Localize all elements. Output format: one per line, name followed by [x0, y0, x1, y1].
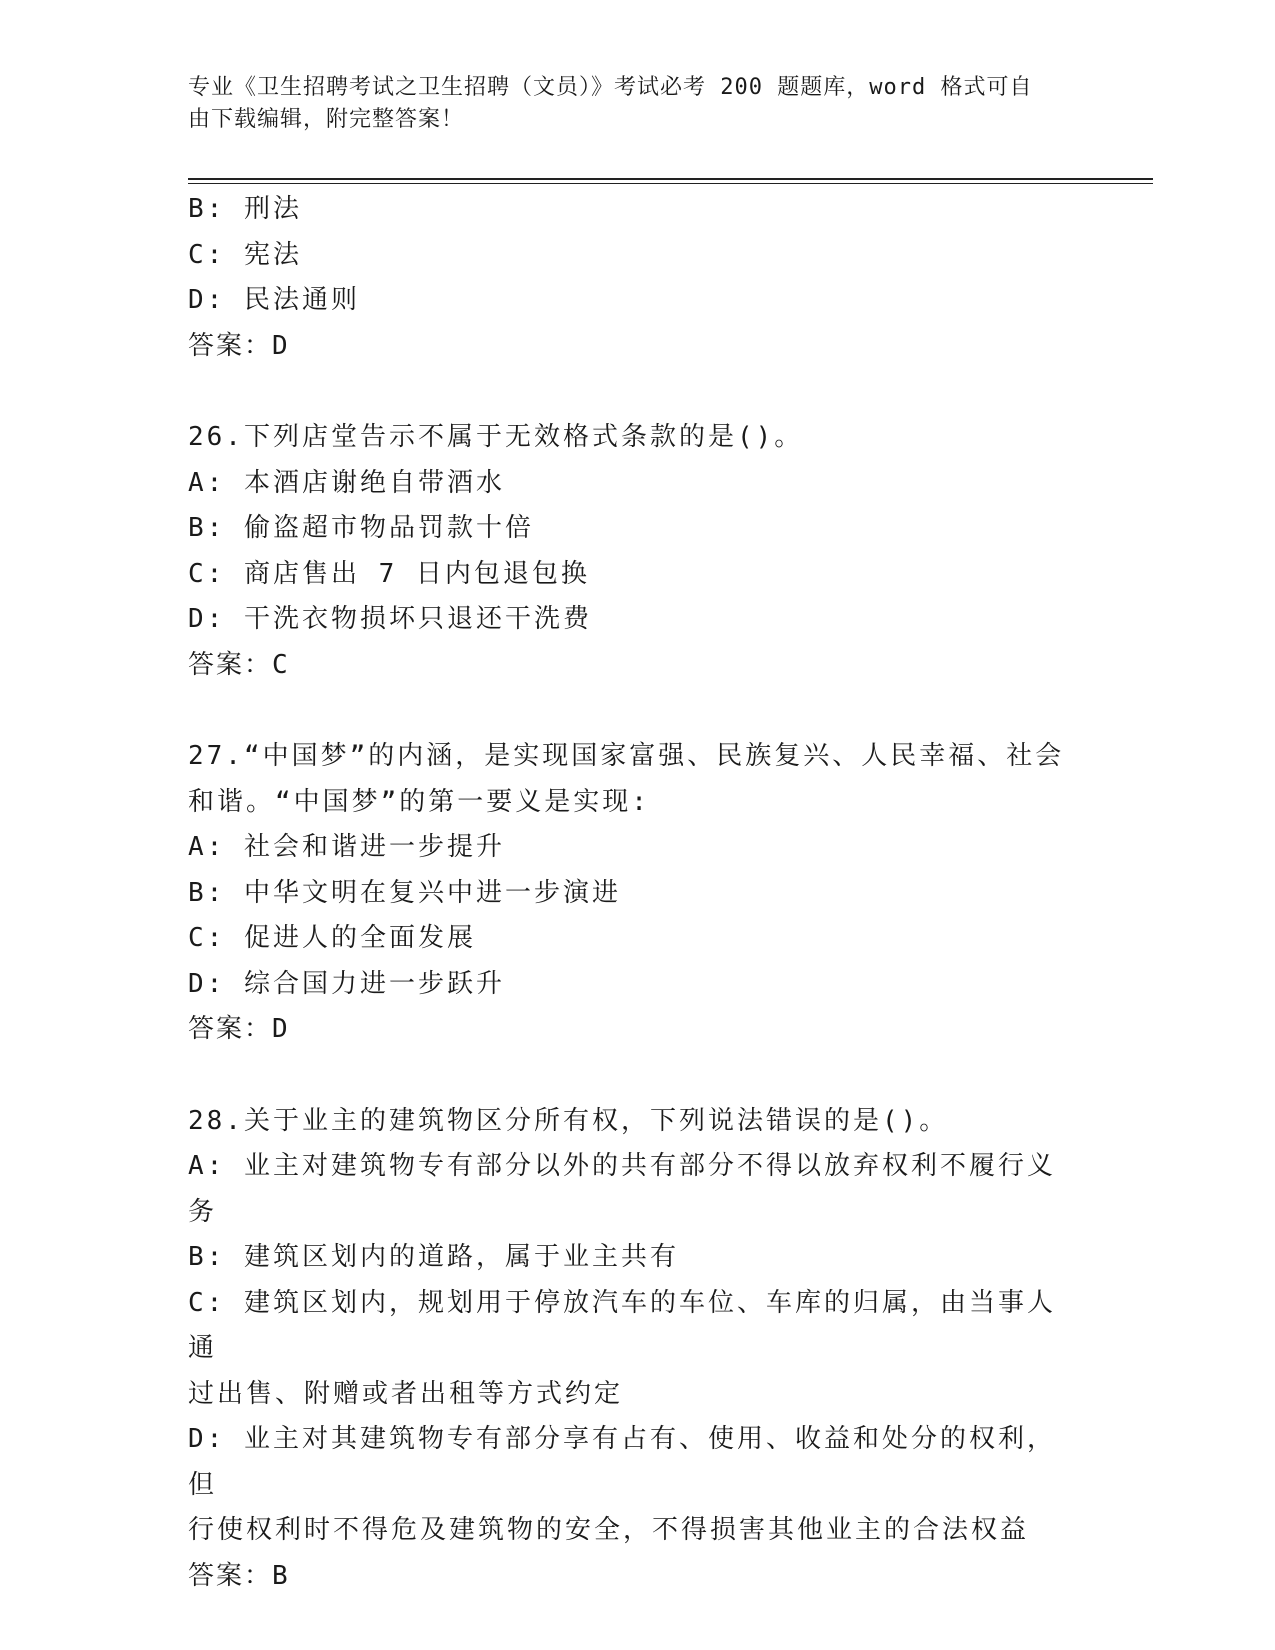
- question-list: [188, 187, 1078, 1599]
- header-line-1: 专业《卫生招聘考试之卫生招聘（文员）》考试必考 200 题题库，word 格式可自: [188, 75, 1033, 100]
- option-c-line-1: C: 建筑区划内，规划用于停放汽车的车位、车库的归属，由当事人通: [188, 1287, 1056, 1363]
- option-b: B: 中华文明在复兴中进一步演进: [188, 877, 621, 908]
- option-d: D: 干洗衣物损坏只退还干洗费: [188, 604, 592, 634]
- spacer: [188, 688, 1078, 734]
- option-b: B: 偷盗超市物品罚款十倍: [188, 513, 534, 543]
- answer-value: B: [272, 1560, 290, 1591]
- answer-value: D: [272, 330, 290, 361]
- option-c: C: 促进人的全面发展: [188, 923, 476, 953]
- answer-label: 答案：: [188, 1560, 273, 1591]
- question-stem-line-1: 27.“中国梦”的内涵，是实现国家富强、民族复兴、人民幸福、社会: [188, 741, 1065, 771]
- answer-label: 答案：: [188, 649, 273, 680]
- header-divider-thick: [188, 178, 1153, 180]
- question-block-27: [188, 734, 1078, 1053]
- answer-line: [188, 643, 1078, 689]
- question-stem: 26.下列店堂告示不属于无效格式条款的是()。: [188, 422, 804, 452]
- option-a: A: 业主对建筑物专有部分以外的共有部分不得以放弃权利不履行义务: [188, 1151, 1056, 1227]
- answer-value: C: [272, 649, 290, 680]
- answer-line: [188, 324, 1078, 370]
- question-stem: 28.关于业主的建筑物区分所有权，下列说法错误的是()。: [188, 1105, 949, 1136]
- option-b: B: 建筑区划内的道路，属于业主共有: [188, 1242, 679, 1272]
- option-c: C: 商店售出 7 日内包退包换: [188, 558, 590, 589]
- option-d: D: 综合国力进一步跃升: [188, 968, 505, 999]
- option-a: A: 社会和谐进一步提升: [188, 832, 505, 862]
- option-c-line-2: 过出售、附赠或者出租等方式约定: [188, 1378, 624, 1409]
- option-d-line-1: D: 业主对其建筑物专有部分享有占有、使用、收益和处分的权利，但: [188, 1424, 1056, 1500]
- question-block-prev: [188, 187, 1078, 369]
- header-line-2: 由下载编辑，附完整答案！: [188, 107, 465, 132]
- answer-value: D: [272, 1014, 290, 1044]
- option-c: C: 宪法: [188, 239, 302, 270]
- document-header: [188, 72, 1068, 136]
- option-d-line-2: 行使权利时不得危及建筑物的安全，不得损害其他业主的合法权益: [188, 1515, 1030, 1545]
- answer-label: 答案：: [188, 1014, 273, 1044]
- answer-line: [188, 1007, 1078, 1053]
- header-divider-thin: [188, 183, 1153, 184]
- answer-label: 答案：: [188, 330, 273, 361]
- question-block-26: [188, 415, 1078, 688]
- option-b: B: 刑法: [188, 194, 302, 224]
- question-block-28: [188, 1099, 1078, 1600]
- option-a: A: 本酒店谢绝自带酒水: [188, 467, 505, 498]
- question-stem-line-2: 和谐。“中国梦”的第一要义是实现:: [188, 786, 650, 817]
- spacer: [188, 1053, 1078, 1099]
- answer-line: [188, 1554, 1078, 1600]
- spacer: [188, 369, 1078, 415]
- option-d: D: 民法通则: [188, 285, 360, 315]
